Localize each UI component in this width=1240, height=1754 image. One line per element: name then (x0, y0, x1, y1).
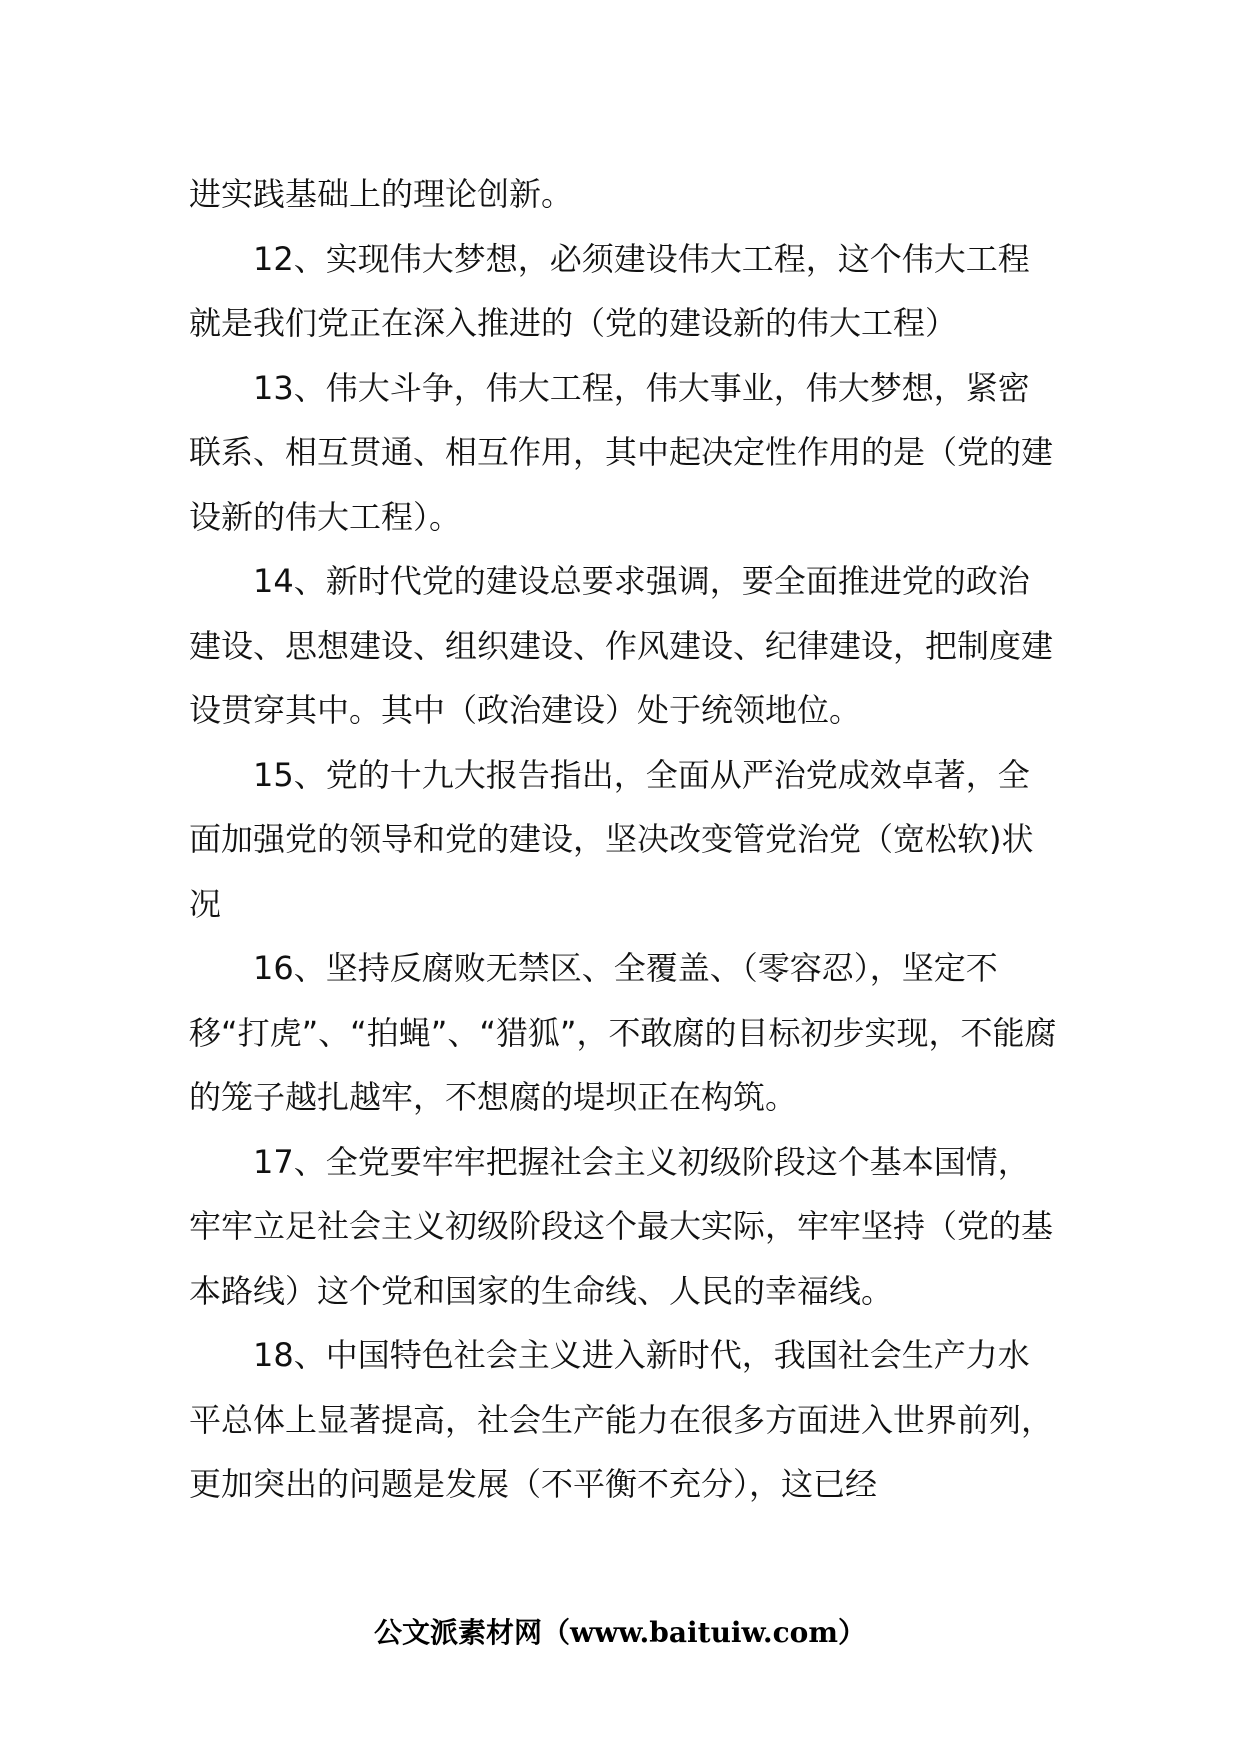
paragraph-item-16: 16、坚持反腐败无禁区、全覆盖、（零容忍），坚定不移“打虎”、“拍蝇”、“猎狐”，不敢腐的目标初步实现，不能腐的笼子越扎越牢，不想腐的堤坝正在构筑。 (189, 949, 1057, 1116)
document-body (189, 162, 1059, 1517)
paragraph-item-13: 13、伟大斗争，伟大工程，伟大事业，伟大梦想，紧密联系、相互贯通、相互作用，其中起决定性作用的是（党的建设新的伟大工程）。 (189, 368, 1054, 536)
paragraph-item-14: 14、新时代党的建设总要求强调，要全面推进党的政治建设、思想建设、组织建设、作风建设、纪律建设，把制度建设贯穿其中。其中（政治建设）处于统领地位。 (189, 562, 1054, 729)
paragraph-item-18: 18、中国特色社会主义进入新时代，我国社会生产力水平总体上显著提高，社会生产能力在很多方面进入世界前列，更加突出的问题是发展（不平衡不充分），这已经 (189, 1336, 1054, 1503)
paragraph-continuation: 进实践基础上的理论创新。 (189, 175, 574, 213)
paragraph-item-15: 15、党的十九大报告指出，全面从严治党成效卓著，全面加强党的领导和党的建设，坚决改变管党治党（宽松软)状况 (189, 755, 1034, 923)
paragraph-item-17: 17、全党要牢牢把握社会主义初级阶段这个基本国情，牢牢立足社会主义初级阶段这个最大实际，牢牢坚持（党的基本路线）这个党和国家的生命线、人民的幸福线。 (189, 1142, 1054, 1310)
page-footer: 公文派素材网（www.baituiw.com） (374, 1616, 866, 1649)
paragraph-item-12: 12、实现伟大梦想，必须建设伟大工程，这个伟大工程就是我们党正在深入推进的（党的建设新的伟大工程） (189, 239, 1030, 342)
